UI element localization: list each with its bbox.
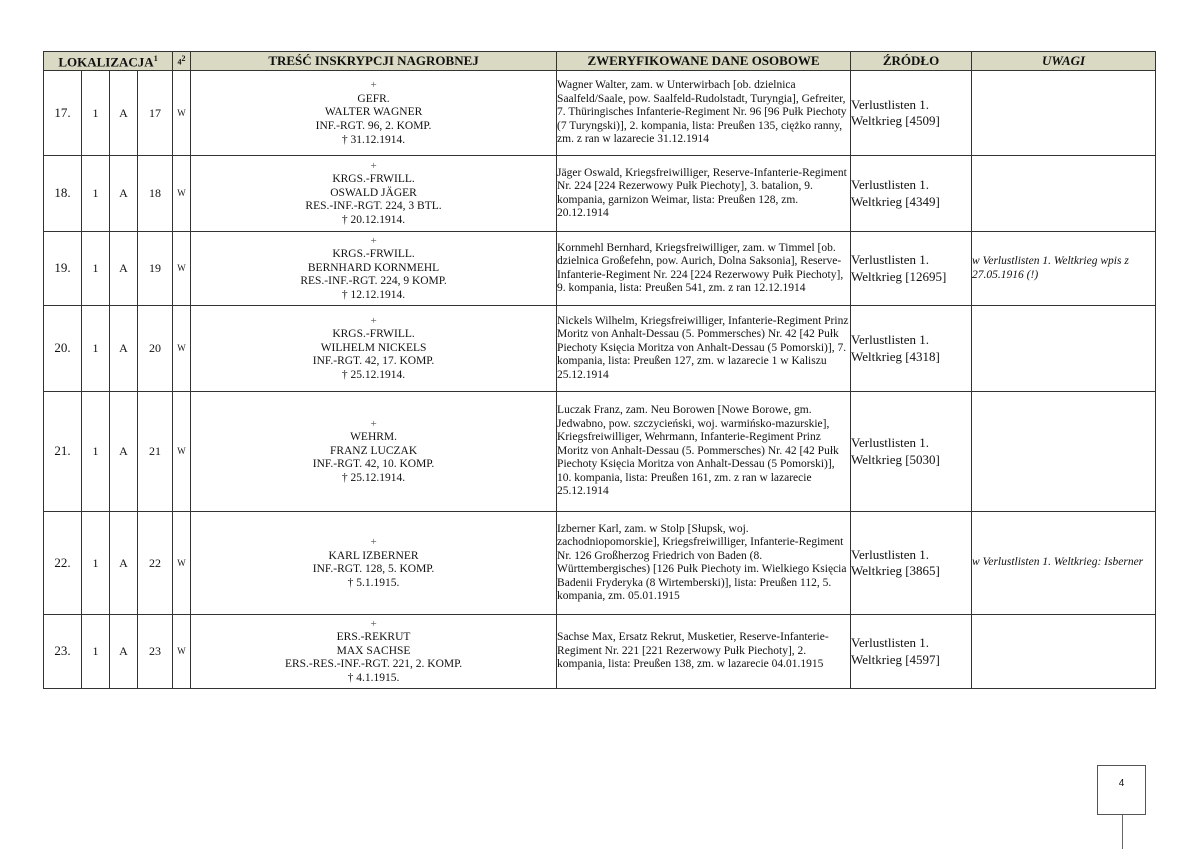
page-number: 4 (1118, 778, 1125, 789)
inscription-line: BERNHARD KORNMEHL (307, 261, 440, 274)
inscription-line: † 12.12.1914. (341, 289, 406, 302)
inscription-line: † 31.12.1914. (341, 133, 406, 146)
inscription-line: KRGS.-FRWILL. (332, 328, 415, 341)
row-number: 18. (44, 156, 82, 232)
inscription-cell (191, 512, 557, 615)
location-field-3: 17 (138, 71, 173, 156)
inscription-line: OSWALD JÄGER (330, 186, 417, 199)
location-field-1: 1 (82, 392, 110, 512)
source-cell: Verlustlisten 1. Weltkrieg [4349] (851, 156, 972, 232)
row-number: 23. (44, 615, 82, 689)
row-number: 17. (44, 71, 82, 156)
cross-mark: + (370, 417, 377, 430)
inscription-line: KRGS.-FRWILL. (332, 248, 415, 261)
location-field-2: A (110, 232, 138, 306)
verified-data-cell: Sachse Max, Ersatz Rekrut, Musketier, Reserve-Infanterie-Regiment Nr. 221 [221 Rezerwowy Pułk Piechoty], 2. kompania, lista: Preußen 138, zm. w lazarecie 04.01.1915 (557, 615, 851, 689)
location-field-1: 1 (82, 71, 110, 156)
inscription-line: WILHELM NICKELS (320, 341, 427, 354)
inscription-line: KRGS.-FRWILL. (332, 173, 415, 186)
inscription-line: † 25.12.1914. (341, 472, 406, 485)
location-field-4: W (173, 615, 191, 689)
verified-data-cell: Izberner Karl, zam. w Stolp [Słupsk, woj. zachodniopomorskie], Kriegsfreiwilliger, Infanterie-Regiment Nr. 126 Großherzog Friedrich von Baden (8. Württembergisches) [126 Pułk Piechoty im. Wielkiego Księcia Badenii Fryderyka (8 Wirtemberski)], lista: Preußen 112, 5. kompania, zm. 05.01.1915 (557, 512, 851, 615)
table-body (44, 71, 1156, 689)
inscription-line: FRANZ LUCZAK (329, 444, 418, 457)
table-row (44, 615, 1156, 689)
location-field-4: W (173, 232, 191, 306)
inscription-cell (191, 615, 557, 689)
page-footer-rule (1122, 815, 1123, 849)
inscription-line: MAX SACHSE (336, 644, 411, 657)
location-field-2: A (110, 615, 138, 689)
verified-data-cell: Nickels Wilhelm, Kriegsfreiwilliger, Infanterie-Regiment Prinz Moritz von Anhalt-Dessau (5. Pommersches) Nr. 42 [42 Pułk Piechoty Księcia Moritza von Anhalt-Dessau (5 Pomorski)], 7. kompania, lista: Preußen 127, zm. w lazarecie 1 w Kaliszu 25.12.1914 (557, 306, 851, 392)
location-field-1: 1 (82, 232, 110, 306)
inscription-line: INF.-RGT. 42, 17. KOMP. (312, 355, 435, 368)
notes-cell (972, 306, 1156, 392)
cross-mark: + (370, 617, 377, 630)
location-field-1: 1 (82, 615, 110, 689)
location-field-4: W (173, 156, 191, 232)
notes-cell: w Verlustlisten 1. Weltkrieg: Isberner (972, 512, 1156, 615)
verified-data-cell: Luczak Franz, zam. Neu Borowen [Nowe Borowe, gm. Jedwabno, pow. szczycieński, woj. warmińsko-mazurskie], Kriegsfreiwilliger, Wehrmann, Infanterie-Regiment Prinz Moritz von Anhalt-Dessau (5. Pommersches) Nr. 42 [42 Pułk Piechoty Księcia Moritza von Anhalt-Dessau (5 Pomorski)], 10. kompania, lista: Preußen 161, zm. z ran w lazarecie 25.12.1914 (557, 392, 851, 512)
grave-register-table (43, 51, 1156, 689)
location-field-2: A (110, 156, 138, 232)
row-number: 21. (44, 392, 82, 512)
notes-cell (972, 615, 1156, 689)
row-number: 20. (44, 306, 82, 392)
source-cell: Verlustlisten 1. Weltkrieg [5030] (851, 392, 972, 512)
notes-cell: w Verlustlisten 1. Weltkrieg wpis z 27.05.1916 (!) (972, 232, 1156, 306)
source-cell: Verlustlisten 1. Weltkrieg [4597] (851, 615, 972, 689)
inscription-cell (191, 392, 557, 512)
table-row (44, 232, 1156, 306)
location-field-1: 1 (82, 306, 110, 392)
location-field-4: W (173, 306, 191, 392)
location-field-3: 18 (138, 156, 173, 232)
source-cell: Verlustlisten 1. Weltkrieg [4509] (851, 71, 972, 156)
inscription-line: † 5.1.1915. (347, 576, 400, 589)
cross-mark: + (370, 234, 377, 247)
table-row (44, 512, 1156, 615)
inscription-line: † 25.12.1914. (341, 369, 406, 382)
inscription-line: † 4.1.1915. (347, 672, 400, 685)
inscription-line: ERS.-REKRUT (336, 631, 411, 644)
inscription-line: INF.-RGT. 128, 5. KOMP. (312, 563, 435, 576)
location-field-1: 1 (82, 512, 110, 615)
verified-data-cell: Kornmehl Bernhard, Kriegsfreiwilliger, zam. w Timmel [ob. dzielnica Großefehn, pow. Aurich, Dolna Saksonia], Reserve-Infanterie-Regiment Nr. 224 [224 Rezerwowy Pułk Piechoty], 9. kompania, lista: Preußen 541, zm. z ran 12.12.1914 (557, 232, 851, 306)
inscription-cell (191, 156, 557, 232)
source-cell: Verlustlisten 1. Weltkrieg [12695] (851, 232, 972, 306)
header-verified-data: ZWERYFIKOWANE DANE OSOBOWE (557, 52, 851, 71)
notes-cell (972, 156, 1156, 232)
inscription-line: INF.-RGT. 96, 2. KOMP. (315, 119, 432, 132)
inscription-cell (191, 232, 557, 306)
location-field-3: 21 (138, 392, 173, 512)
location-field-4: W (173, 512, 191, 615)
inscription-cell (191, 71, 557, 156)
location-field-4: W (173, 392, 191, 512)
verified-data-cell: Jäger Oswald, Kriegsfreiwilliger, Reserve-Infanterie-Regiment Nr. 224 [224 Rezerwowy Pułk Piechoty], 3. batalion, 9. kompania, garnizon Weimar, lista: Preußen 128, zm. 20.12.1914 (557, 156, 851, 232)
location-field-3: 19 (138, 232, 173, 306)
location-field-3: 22 (138, 512, 173, 615)
inscription-line: ERS.-RES.-INF.-RGT. 221, 2. KOMP. (284, 658, 463, 671)
location-field-2: A (110, 306, 138, 392)
location-field-3: 20 (138, 306, 173, 392)
header-inscription: TREŚĆ INSKRYPCJI NAGROBNEJ (191, 52, 557, 71)
table-row (44, 156, 1156, 232)
table-row (44, 71, 1156, 156)
page-number-box (1097, 765, 1146, 815)
table-row (44, 306, 1156, 392)
inscription-line: KARL IZBERNER (328, 549, 419, 562)
source-cell: Verlustlisten 1. Weltkrieg [4318] (851, 306, 972, 392)
location-field-4: W (173, 71, 191, 156)
header-source: ŹRÓDŁO (851, 52, 972, 71)
location-field-3: 23 (138, 615, 173, 689)
location-field-2: A (110, 392, 138, 512)
cross-mark: + (370, 159, 377, 172)
location-field-1: 1 (82, 156, 110, 232)
source-cell: Verlustlisten 1. Weltkrieg [3865] (851, 512, 972, 615)
header-notes: UWAGI (972, 52, 1156, 71)
location-field-2: A (110, 71, 138, 156)
verified-data-cell: Wagner Walter, zam. w Unterwirbach [ob. dzielnica Saalfeld/Saale, pow. Saalfeld-Rudolstadt, Turyngia], Gefreiter, 7. Thüringisches Infanterie-Regiment Nr. 96 [96 Pułk Piechoty (7 Turyngski)], 2. kompania, lista: Preußen 135, ciężko ranny, zm. z ran w lazarecie 31.12.1914 (557, 71, 851, 156)
header-row (44, 52, 1156, 71)
inscription-line: WALTER WAGNER (324, 106, 423, 119)
cross-mark: + (370, 535, 377, 548)
row-number: 19. (44, 232, 82, 306)
cross-mark: + (370, 79, 377, 92)
inscription-line: WEHRM. (350, 431, 398, 444)
table-row (44, 392, 1156, 512)
inscription-line: † 20.12.1914. (341, 214, 406, 227)
location-field-2: A (110, 512, 138, 615)
row-number: 22. (44, 512, 82, 615)
inscription-line: RES.-INF.-RGT. 224, 3 BTL. (305, 200, 442, 213)
notes-cell (972, 392, 1156, 512)
inscription-line: GEFR. (357, 92, 390, 105)
notes-cell (972, 71, 1156, 156)
inscription-cell (191, 306, 557, 392)
header-lokalizacja: LOKALIZACJA$^1$ (44, 52, 173, 71)
inscription-line: INF.-RGT. 42, 10. KOMP. (312, 458, 435, 471)
header-col4: $4^2$ (173, 52, 191, 71)
inscription-line: RES.-INF.-RGT. 224, 9 KOMP. (300, 275, 447, 288)
cross-mark: + (370, 314, 377, 327)
